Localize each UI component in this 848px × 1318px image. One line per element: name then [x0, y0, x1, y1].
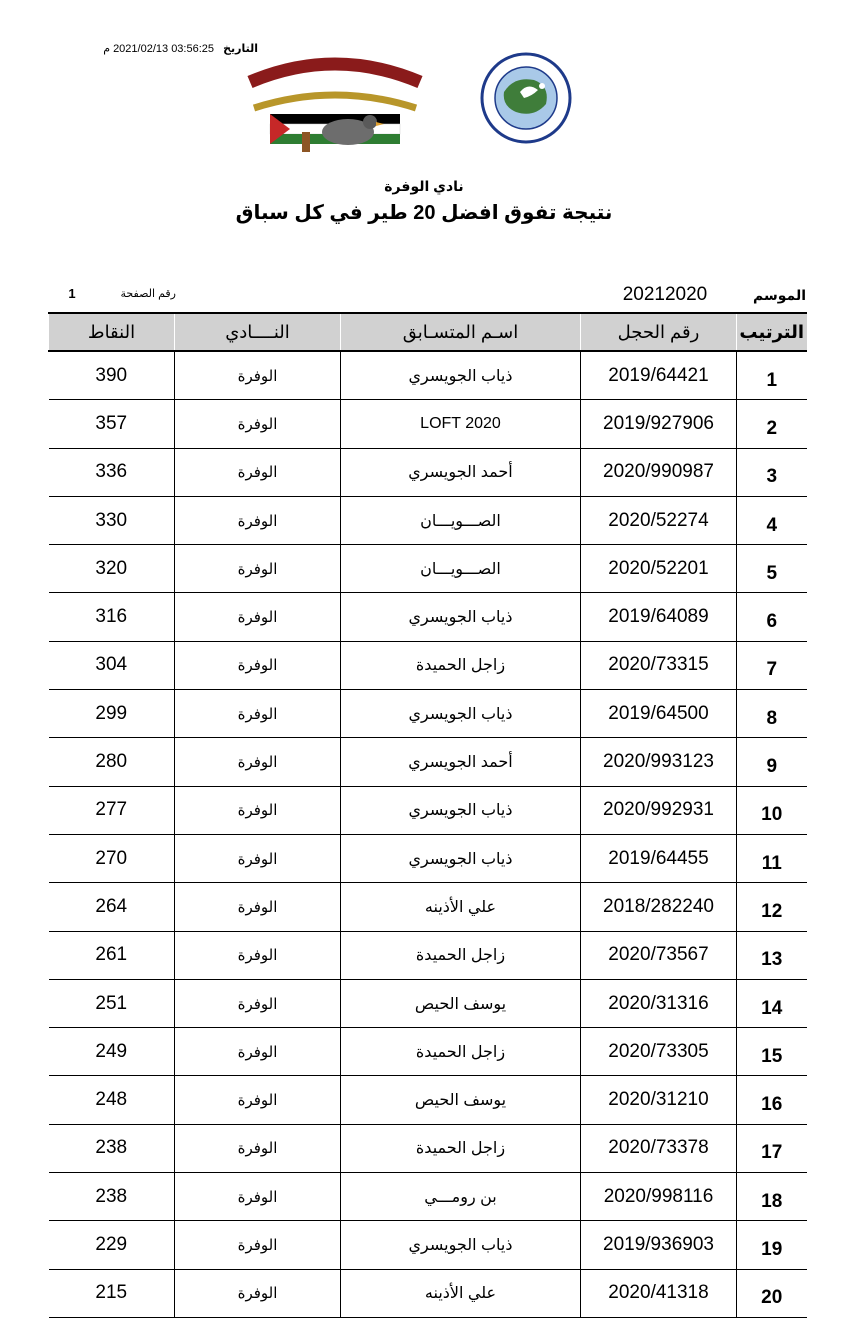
rank-cell: 4: [737, 496, 807, 544]
club-cell: الوفرة: [175, 786, 341, 834]
table-row: [49, 1221, 807, 1269]
table-row: [49, 690, 807, 738]
federation-logo: [462, 52, 590, 144]
ring-number-cell: 2020/31316: [581, 979, 737, 1027]
competitor-name-cell: يوسف الحيص: [341, 979, 581, 1027]
page-number-value: 1: [68, 286, 76, 301]
club-cell: الوفرة: [175, 1221, 341, 1269]
table-row: [49, 1076, 807, 1124]
points-cell: 264: [49, 883, 175, 931]
competitor-name-cell: الصـــويـــان: [341, 496, 581, 544]
season-label: الموسم: [753, 287, 806, 303]
rank-cell: 14: [737, 979, 807, 1027]
competitor-name-cell: زاجل الحميدة: [341, 931, 581, 979]
competitor-name-cell: زاجل الحميدة: [341, 1124, 581, 1172]
rank-cell: 12: [737, 883, 807, 931]
points-cell: 336: [49, 448, 175, 496]
ring-number-cell: 2018/282240: [581, 883, 737, 931]
print-date: [38, 42, 258, 60]
points-cell: 248: [49, 1076, 175, 1124]
ring-number-cell: 2020/998116: [581, 1173, 737, 1221]
club-cell: الوفرة: [175, 1076, 341, 1124]
club-cell: الوفرة: [175, 496, 341, 544]
date-label: التاريخ: [223, 43, 258, 55]
ring-number-cell: 2020/992931: [581, 786, 737, 834]
competitor-name-cell: بن رومـــي: [341, 1173, 581, 1221]
table-row: [49, 496, 807, 544]
season-value: 20212020: [622, 284, 708, 305]
club-cell: الوفرة: [175, 690, 341, 738]
ring-number-cell: 2019/936903: [581, 1221, 737, 1269]
rank-cell: 7: [737, 641, 807, 689]
rank-cell: 2: [737, 400, 807, 448]
ring-number-cell: 2020/52274: [581, 496, 737, 544]
ring-number-cell: 2019/927906: [581, 400, 737, 448]
rank-cell: 19: [737, 1221, 807, 1269]
club-cell: الوفرة: [175, 593, 341, 641]
points-cell: 261: [49, 931, 175, 979]
table-row: [49, 1173, 807, 1221]
rank-cell: 13: [737, 931, 807, 979]
table-row: [49, 1269, 807, 1317]
points-cell: 270: [49, 834, 175, 882]
competitor-name-cell: ذياب الجويسري: [341, 1221, 581, 1269]
table-row: [49, 593, 807, 641]
points-cell: 238: [49, 1173, 175, 1221]
club-cell: الوفرة: [175, 979, 341, 1027]
club-cell: الوفرة: [175, 641, 341, 689]
header-points: النقاط: [49, 313, 175, 351]
points-cell: 299: [49, 690, 175, 738]
rank-cell: 8: [737, 690, 807, 738]
club-cell: الوفرة: [175, 931, 341, 979]
points-cell: 277: [49, 786, 175, 834]
rank-cell: 3: [737, 448, 807, 496]
page-number-label: رقم الصفحة: [120, 288, 176, 300]
table-row: [49, 931, 807, 979]
ring-number-cell: 2020/31210: [581, 1076, 737, 1124]
points-cell: 316: [49, 593, 175, 641]
ring-number-cell: 2020/52201: [581, 545, 737, 593]
points-cell: 330: [49, 496, 175, 544]
table-row: [49, 738, 807, 786]
club-cell: الوفرة: [175, 883, 341, 931]
competitor-name-cell: ذياب الجويسري: [341, 786, 581, 834]
club-cell: الوفرة: [175, 545, 341, 593]
table-row: [49, 834, 807, 882]
points-cell: 320: [49, 545, 175, 593]
competitor-name-cell: علي الأذينه: [341, 883, 581, 931]
club-cell: الوفرة: [175, 400, 341, 448]
ring-number-cell: 2019/64421: [581, 351, 737, 400]
rank-cell: 18: [737, 1173, 807, 1221]
rank-cell: 6: [737, 593, 807, 641]
competitor-name-cell: ذياب الجويسري: [341, 834, 581, 882]
rank-cell: 1: [737, 351, 807, 400]
header-club: النــــادي: [175, 313, 341, 351]
ring-number-cell: 2020/990987: [581, 448, 737, 496]
points-cell: 390: [49, 351, 175, 400]
rank-cell: 17: [737, 1124, 807, 1172]
points-cell: 215: [49, 1269, 175, 1317]
competitor-name-cell: ذياب الجويسري: [341, 593, 581, 641]
header-rank: الترتيب: [737, 313, 807, 351]
competitor-name-cell: ذياب الجويسري: [341, 690, 581, 738]
club-name: نادي الوفرة: [384, 178, 464, 194]
results-table: [48, 312, 807, 1318]
points-cell: 229: [49, 1221, 175, 1269]
competitor-name-cell: زاجل الحميدة: [341, 1028, 581, 1076]
ring-number-cell: 2019/64089: [581, 593, 737, 641]
header-name: اسـم المتسـابق: [341, 313, 581, 351]
competitor-name-cell: أحمد الجويسري: [341, 448, 581, 496]
ring-number-cell: 2019/64500: [581, 690, 737, 738]
rank-cell: 10: [737, 786, 807, 834]
club-cell: الوفرة: [175, 834, 341, 882]
club-cell: الوفرة: [175, 1028, 341, 1076]
table-row: [49, 1028, 807, 1076]
competitor-name-cell: ذياب الجويسري: [341, 351, 581, 400]
club-cell: الوفرة: [175, 1173, 341, 1221]
table-row: [49, 351, 807, 400]
club-cell: الوفرة: [175, 738, 341, 786]
header-ring: رقم الحجل: [581, 313, 737, 351]
points-cell: 249: [49, 1028, 175, 1076]
ring-number-cell: 2019/64455: [581, 834, 737, 882]
competitor-name-cell: علي الأذينه: [341, 1269, 581, 1317]
rank-cell: 15: [737, 1028, 807, 1076]
rank-cell: 11: [737, 834, 807, 882]
table-row: [49, 545, 807, 593]
table-row: [49, 786, 807, 834]
competitor-name-cell: الصـــويـــان: [341, 545, 581, 593]
points-cell: 280: [49, 738, 175, 786]
rank-cell: 5: [737, 545, 807, 593]
report-title: نتيجة تفوق افضل 20 طير في كل سباق: [235, 202, 613, 224]
ring-number-cell: 2020/993123: [581, 738, 737, 786]
table-row: [49, 448, 807, 496]
table-header-row: [49, 313, 807, 351]
points-cell: 304: [49, 641, 175, 689]
competitor-name-cell: يوسف الحيص: [341, 1076, 581, 1124]
date-value: 03:56:25 2021/02/13 م: [103, 43, 215, 55]
table-row: [49, 979, 807, 1027]
points-cell: 251: [49, 979, 175, 1027]
club-cell: الوفرة: [175, 1269, 341, 1317]
club-cell: الوفرة: [175, 1124, 341, 1172]
table-row: [49, 400, 807, 448]
table-row: [49, 883, 807, 931]
club-logo: [240, 52, 430, 160]
competitor-name-cell: LOFT 2020: [341, 400, 581, 448]
ring-number-cell: 2020/73567: [581, 931, 737, 979]
ring-number-cell: 2020/73305: [581, 1028, 737, 1076]
ring-number-cell: 2020/41318: [581, 1269, 737, 1317]
points-cell: 238: [49, 1124, 175, 1172]
ring-number-cell: 2020/73378: [581, 1124, 737, 1172]
table-row: [49, 1124, 807, 1172]
ring-number-cell: 2020/73315: [581, 641, 737, 689]
rank-cell: 9: [737, 738, 807, 786]
rank-cell: 20: [737, 1269, 807, 1317]
competitor-name-cell: أحمد الجويسري: [341, 738, 581, 786]
points-cell: 357: [49, 400, 175, 448]
competitor-name-cell: زاجل الحميدة: [341, 641, 581, 689]
rank-cell: 16: [737, 1076, 807, 1124]
club-cell: الوفرة: [175, 351, 341, 400]
table-row: [49, 641, 807, 689]
club-cell: الوفرة: [175, 448, 341, 496]
